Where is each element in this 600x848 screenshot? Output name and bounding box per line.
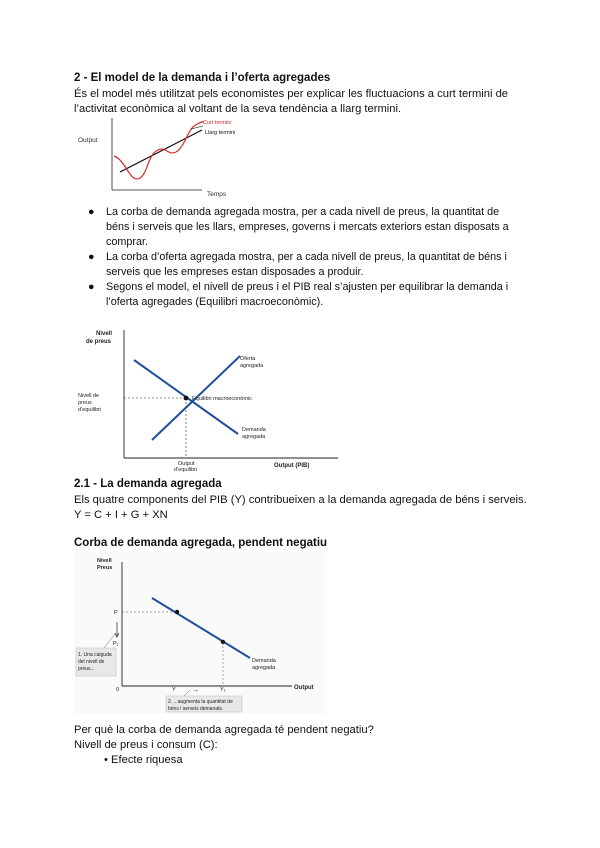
bullet-line: Segons el model, el nivell de preus i el PIB real s’ajusten per equilibrar la demanda i xyxy=(106,281,509,293)
fig3-note1-line3: preus... xyxy=(78,666,95,672)
short-run-fluctuation-curve xyxy=(114,122,204,179)
fig3-y1-tick: Y₁ xyxy=(220,687,226,693)
bullet-line: La corba de demanda agregada mostra, per a cada nivell de preus, la quantitat de xyxy=(106,206,500,218)
bullet-line: serveis que les empreses estan disposades a produir. xyxy=(106,266,364,278)
bullet-line: La corba d’oferta agregada mostra, per a cada nivell de preus, la quantitat de béns i xyxy=(106,251,507,263)
fig2-y-label-1: Nivell xyxy=(96,331,113,337)
ad-negative-slope-figure xyxy=(74,552,324,714)
fig2-eq-label: Equilibri macroeconòmic xyxy=(192,396,252,402)
fig3-p-label: P xyxy=(114,610,118,616)
sub-line-1: Els quatre components del PIB (Y) contribueixen a la demanda agregada de béns i serveis. xyxy=(74,494,527,506)
subhead-line: Nivell de preus i consum (C): xyxy=(74,739,218,751)
fig2-supply-label-1: Oferta xyxy=(240,356,256,362)
fig3-y-label-2: Preus xyxy=(97,565,113,571)
fig2-price-label-2: preus xyxy=(78,400,92,406)
intro-line-1: És el model més utilitzat pels economistes per explicar les fluctuacions a curt termini de xyxy=(74,88,509,100)
fig1-x-label: Temps xyxy=(207,191,227,198)
bullet-list xyxy=(88,205,548,310)
fig1-legend-long: Llarg termini xyxy=(205,130,236,136)
fig3-demand-label-2: agregada xyxy=(252,665,276,671)
output-trend-figure xyxy=(74,116,274,200)
fig2-supply-label-2: agregada xyxy=(240,363,264,369)
intro-line-2: l’activitat econòmica al voltant de la seva tendència a llarg termini. xyxy=(74,103,402,115)
section-heading: 2 - El model de la demanda i l’oferta agregades xyxy=(74,72,331,84)
fig1-y-label: Output xyxy=(78,137,98,144)
equilibrium-point xyxy=(184,396,189,401)
fig3-demand-label-1: Demanda xyxy=(252,658,276,664)
bullet-dot: ● xyxy=(88,251,95,263)
fig2-price-label-1: Nivell de xyxy=(78,393,100,399)
fig3-note1-line2: del nivell de xyxy=(78,659,105,665)
bullet-dot: ● xyxy=(88,281,95,293)
bullet-line: comprar. xyxy=(106,236,149,248)
list-item-wealth-effect: • Efecte riquesa xyxy=(104,754,183,766)
bullet-item xyxy=(88,250,548,280)
figure-3-heading: Corba de demanda agregada, pendent negatiu xyxy=(74,537,328,549)
fig3-y-label-1: Nivell xyxy=(97,558,112,564)
fig3-background xyxy=(74,552,324,714)
question-line: Per què la corba de demanda agregada té pendent negatiu? xyxy=(74,724,374,736)
fig3-note2-line1: 2. ...augmenta la quantitat de xyxy=(168,699,233,705)
fig3-arrow-label: → xyxy=(192,687,199,694)
fig3-note1-line1: 1. Una caiguda xyxy=(78,652,112,658)
fig2-output-label-1: Output xyxy=(178,461,195,467)
subsection-heading: 2.1 - La demanda agregada xyxy=(74,478,222,490)
sub-line-2: Y = C + I + G + XN xyxy=(74,509,168,521)
bullet-line: béns i serveis que les llars, empreses, governs i mercats exteriors estan disposats a xyxy=(106,221,509,233)
long-run-trend-line xyxy=(120,130,202,172)
fig2-demand-label-2: agregada xyxy=(242,434,266,440)
fig3-p1-label: P₁ xyxy=(113,641,119,647)
bullet-item xyxy=(88,280,548,310)
fig2-price-label-3: d’equilibri xyxy=(78,407,102,413)
bullet-line: l’oferta agregades (Equilibri macroeconòmic). xyxy=(106,296,324,308)
fig3-note2-line2: béns i serveis demanats. xyxy=(168,706,224,712)
fig2-demand-label-1: Demanda xyxy=(242,427,266,433)
fig3-x-label: Output xyxy=(294,685,314,691)
bullet-dot: ● xyxy=(88,206,95,218)
bullet-item xyxy=(88,205,548,250)
fig2-y-label-2: de preus xyxy=(86,339,112,345)
fig2-output-label-2: d’equilibri xyxy=(174,467,198,472)
fig3-origin: 0 xyxy=(116,687,120,693)
fig2-x-label: Output (PIB) xyxy=(274,463,310,469)
fig3-y-tick: Y xyxy=(172,687,176,693)
fig1-legend-short: Curt termini xyxy=(203,120,232,126)
ad-as-equilibrium-figure xyxy=(74,322,354,472)
